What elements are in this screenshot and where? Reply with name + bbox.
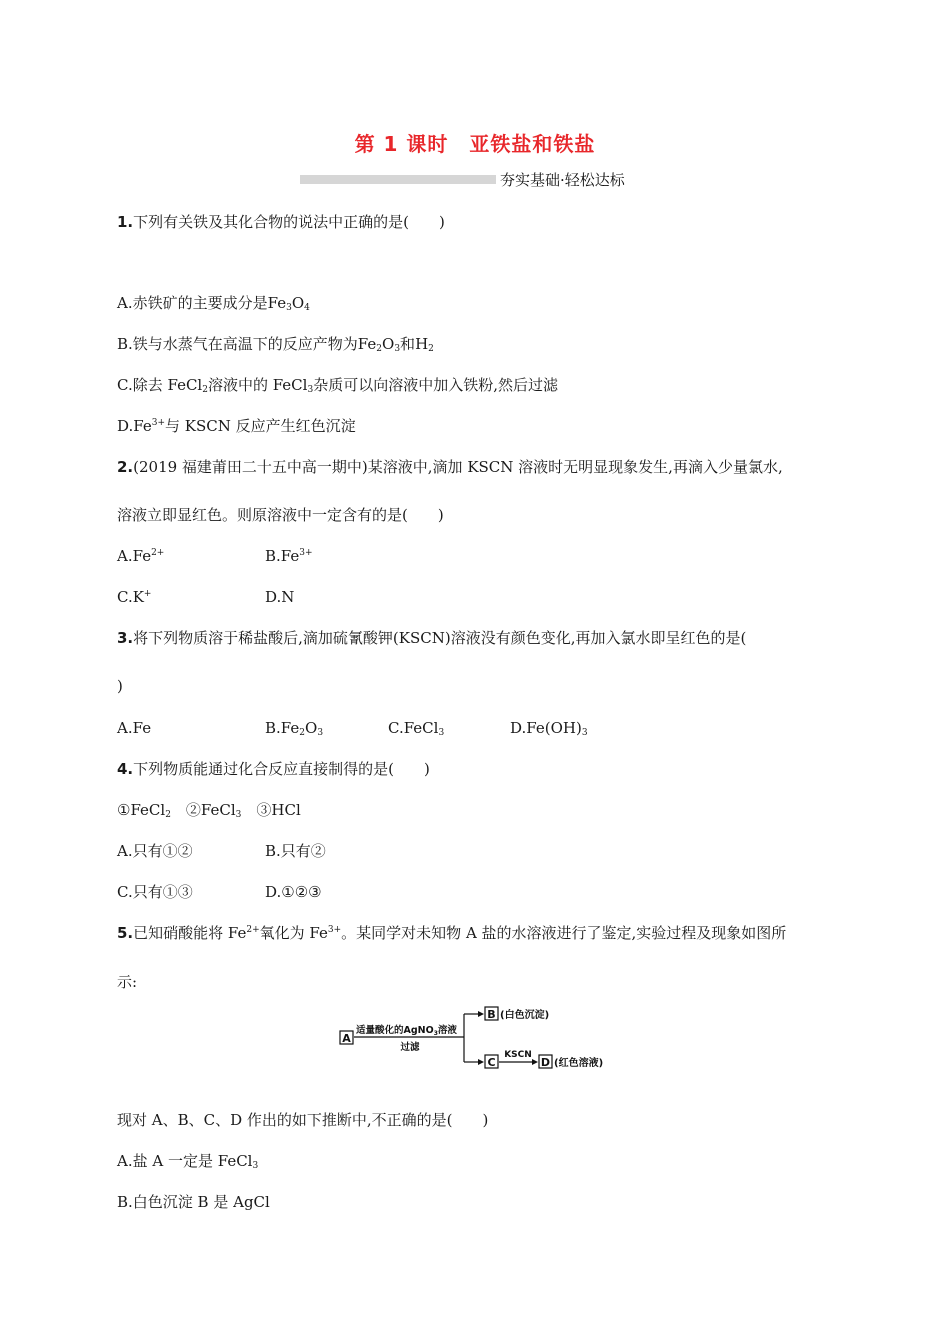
box-d-label: D: [540, 1056, 551, 1069]
page-title: 第 1 课时 亚铁盐和铁盐: [354, 132, 596, 156]
q5-stem-line1: 5.已知硝酸能将 $Fe^{2+}$氧化为 $Fe^{3+}$。某同学对未知物 A 盐的水溶液进行了鉴定,实验过程及现象如图所: [117, 924, 787, 942]
box-c-label: C: [487, 1056, 496, 1069]
q4-items: ①FeCl$_2$ ②FeCl$_3$ ③HCl: [117, 801, 301, 820]
banner-text: 夯实基础·轻松达标: [500, 170, 625, 189]
q1-option-c: C.除去 FeCl$_2$溶液中的 FeCl$_3$杂质可以向溶液中加入铁粉,然后过滤: [117, 376, 558, 395]
box-b-label: B: [487, 1008, 496, 1021]
reagent-filter: 过滤: [400, 1042, 420, 1053]
q4-option-c: C.只有①③: [117, 883, 193, 901]
q2-option-a: $A.Fe^{2+}$: [117, 547, 165, 565]
q2-option-b: $B.Fe^{3+}$: [265, 547, 313, 565]
q2-option-d: D.N: [265, 588, 295, 606]
q3-option-a: A.Fe: [117, 719, 152, 737]
q2-option-c: C.K+: [117, 588, 152, 606]
q1-option-a: A.赤铁矿的主要成分是$Fe_3O_4$: [117, 294, 310, 313]
reagent-kscn: KSCN: [504, 1050, 532, 1060]
experiment-flow-diagram: [338, 1000, 618, 1080]
q2-stem-line2: 溶液立即显红色。则原溶液中一定含有的是( ): [117, 506, 444, 524]
q1-option-b: B.铁与水蒸气在高温下的反应产物为$Fe_2O_3$和$H_2$: [117, 335, 434, 354]
q5-option-a: A.盐 A 一定是 FeCl$_3$: [117, 1152, 259, 1171]
reagent-agno3: 适量酸化的AgNO$_3$溶液: [356, 1025, 457, 1037]
arrowhead-b: [478, 1011, 484, 1017]
arrowhead-c: [478, 1059, 484, 1065]
label-white-precipitate: (白色沉淀): [500, 1010, 550, 1021]
arrowhead-d: [532, 1059, 538, 1065]
q3-option-d: $D.Fe(OH)_3$: [510, 719, 588, 738]
q3-stem-line2: ): [117, 677, 123, 695]
box-a-label: A: [342, 1032, 351, 1045]
q5-stem-line2: 示:: [117, 973, 138, 991]
label-red-solution: (红色溶液): [554, 1058, 604, 1069]
q1-option-d: $D.Fe^{3+}$与 KSCN 反应产生红色沉淀: [117, 417, 356, 435]
q4-option-a: A.只有①②: [117, 842, 193, 860]
q4-stem: 4.下列物质能通过化合反应直接制得的是( ): [117, 760, 430, 778]
section-banner: [300, 168, 625, 190]
banner-bar: [300, 175, 496, 184]
q3-stem-line1: 3.将下列物质溶于稀盐酸后,滴加硫氰酸钾(KSCN)溶液没有颜色变化,再加入氯水即呈红色的是(: [117, 629, 747, 647]
q5-stem-line3: 现对 A、B、C、D 作出的如下推断中,不正确的是( ): [117, 1111, 489, 1129]
q2-stem-line1: 2.(2019 福建莆田二十五中高一期中)某溶液中,滴加 KSCN 溶液时无明显现象发生,再滴入少量氯水,: [117, 458, 783, 476]
q3-option-c: C.FeCl$_3$: [388, 719, 445, 738]
q4-option-d: D.①②③: [265, 883, 322, 901]
q1-stem: 1.下列有关铁及其化合物的说法中正确的是( ): [117, 213, 445, 231]
q5-option-b: B.白色沉淀 B 是 AgCl: [117, 1193, 270, 1211]
q4-option-b: B.只有②: [265, 842, 326, 860]
q3-option-b: $B.Fe_2O_3$: [265, 719, 324, 738]
